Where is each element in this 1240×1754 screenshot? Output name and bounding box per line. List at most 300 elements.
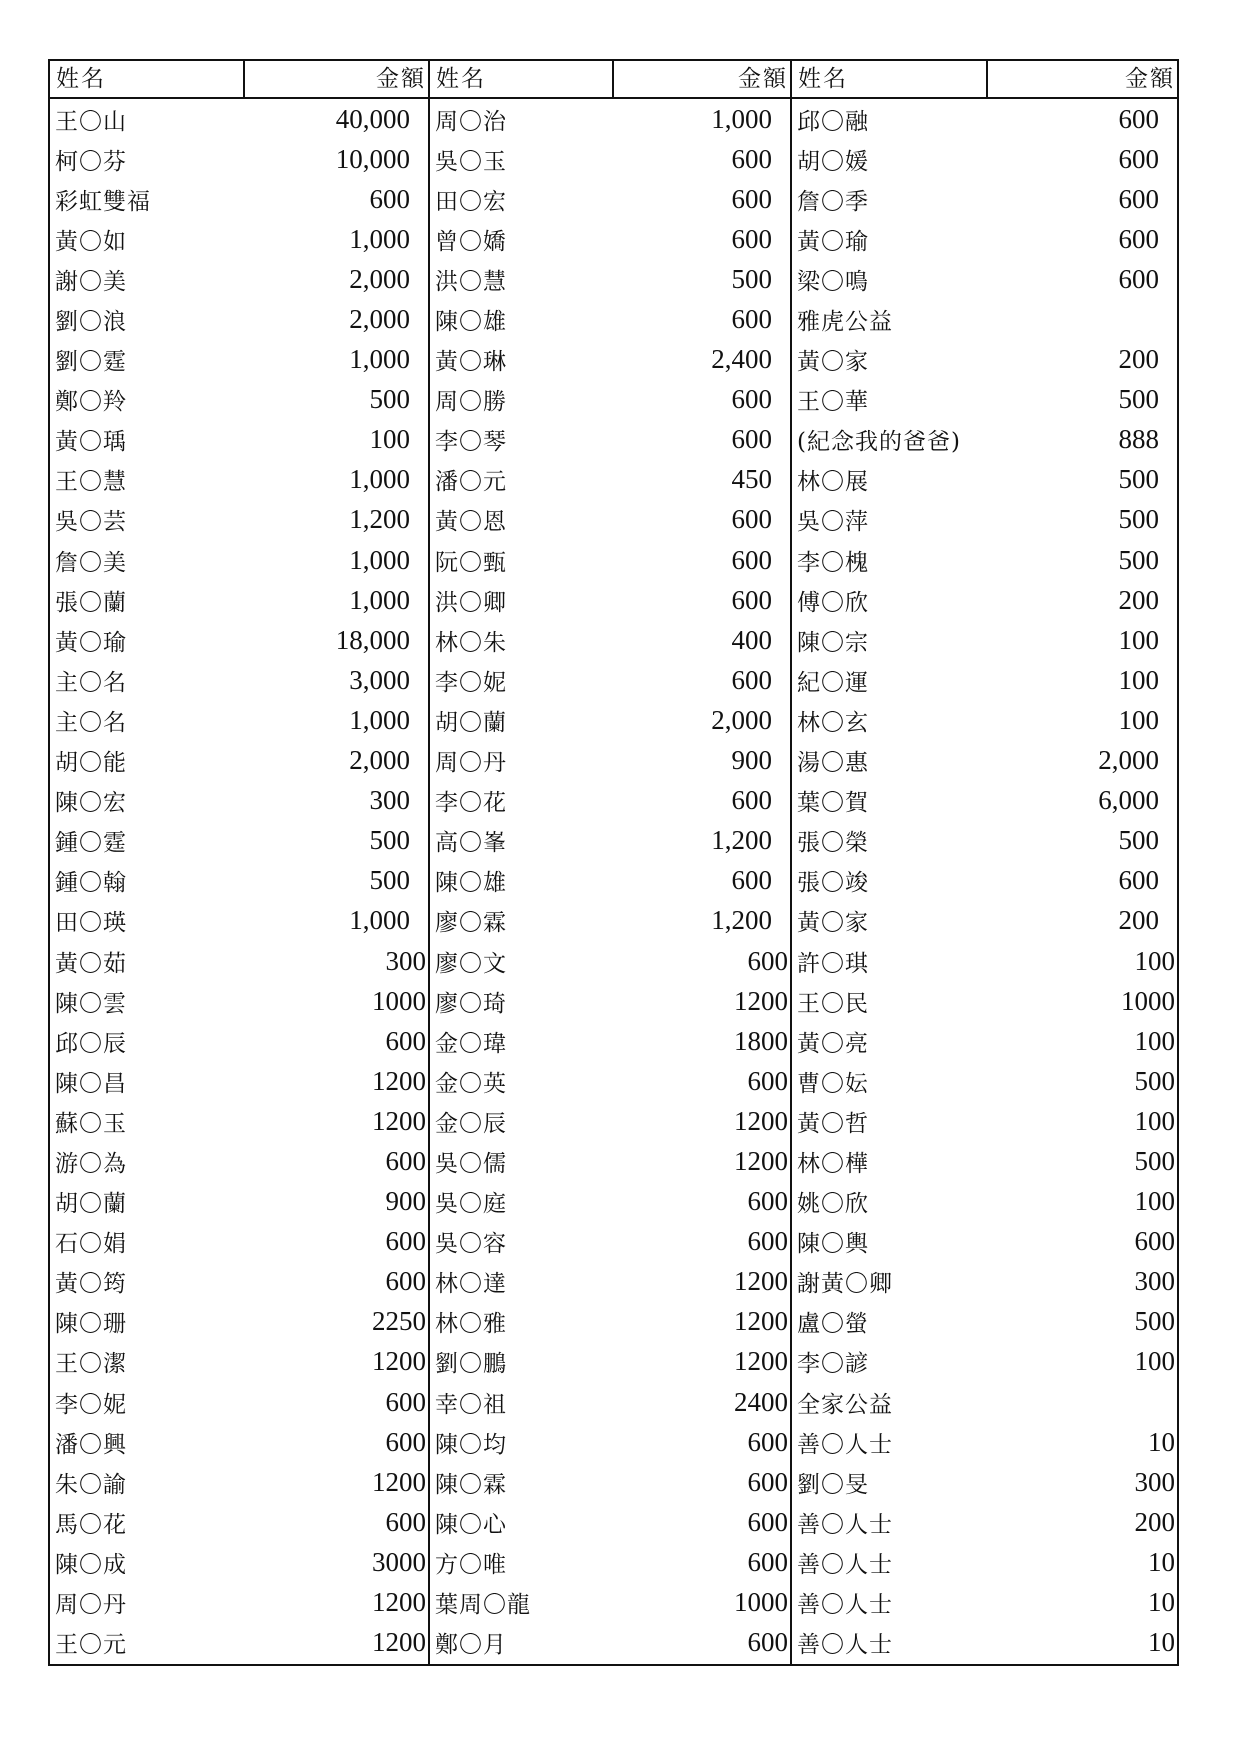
table-row [430, 1582, 790, 1622]
donor-name: 周〇丹 [55, 1592, 127, 1619]
donation-amount: 100 [1134, 1025, 1175, 1056]
table-row [50, 1182, 428, 1222]
table-row [430, 219, 790, 259]
donor-name: 邱〇辰 [55, 1030, 127, 1057]
table-row [50, 1262, 428, 1302]
donation-amount: 500 [369, 825, 410, 856]
rows-group-3 [792, 99, 1177, 1663]
donor-name: 廖〇琦 [435, 990, 507, 1017]
table-row [792, 1342, 1177, 1382]
table-row [50, 1382, 428, 1422]
donation-amount: 3000 [372, 1546, 426, 1577]
donor-name: 李〇槐 [797, 549, 869, 576]
donation-amount: 600 [731, 424, 772, 455]
donation-amount: 1,200 [711, 825, 772, 856]
donor-name: 蘇〇玉 [55, 1110, 127, 1137]
donor-name: 劉〇旻 [797, 1471, 869, 1498]
donor-name: 主〇名 [55, 709, 127, 736]
table-row [430, 821, 790, 861]
table-row [430, 420, 790, 460]
table-row [430, 700, 790, 740]
table-row [430, 741, 790, 781]
donation-amount: 200 [1118, 344, 1159, 375]
donor-name: 林〇雅 [435, 1311, 507, 1338]
donor-name: 陳〇輿 [797, 1231, 869, 1258]
donor-name: 善〇人士 [797, 1551, 893, 1578]
donor-name: 鍾〇翰 [55, 870, 127, 897]
donation-amount: 888 [1118, 424, 1159, 455]
donation-amount: 600 [731, 304, 772, 335]
donor-name: 柯〇芬 [55, 148, 127, 175]
donation-amount: 1,200 [711, 905, 772, 936]
donation-amount: 600 [385, 1506, 426, 1537]
donor-name: 王〇華 [797, 389, 869, 416]
donation-amount: 2400 [734, 1386, 788, 1417]
table-row [430, 1422, 790, 1462]
donor-name: 周〇勝 [435, 389, 507, 416]
donor-name: 黃〇瑀 [55, 429, 127, 456]
table-row [792, 380, 1177, 420]
donation-amount: 500 [1118, 504, 1159, 535]
donor-name: 王〇民 [797, 990, 869, 1017]
donor-name: 游〇為 [55, 1150, 127, 1177]
donation-amount: 600 [747, 1627, 788, 1658]
donation-amount: 600 [1118, 143, 1159, 174]
donation-amount: 600 [747, 1186, 788, 1217]
table-row [430, 901, 790, 941]
donation-amount: 500 [1134, 1065, 1175, 1096]
table-row [792, 259, 1177, 299]
donation-amount: 1200 [372, 1105, 426, 1136]
table-row [792, 340, 1177, 380]
table-row [792, 1222, 1177, 1262]
table-row [792, 1021, 1177, 1061]
donation-amount: 500 [369, 865, 410, 896]
donor-name: 邱〇融 [797, 108, 869, 135]
table-row [430, 139, 790, 179]
table-row [430, 580, 790, 620]
table-row [792, 741, 1177, 781]
table-row [50, 1222, 428, 1262]
donor-name: 洪〇卿 [435, 589, 507, 616]
donation-amount: 600 [385, 1426, 426, 1457]
donation-amount: 500 [731, 263, 772, 294]
table-row [430, 1141, 790, 1181]
donation-amount: 400 [731, 624, 772, 655]
donor-name: 胡〇媛 [797, 148, 869, 175]
donor-name: 鍾〇霆 [55, 830, 127, 857]
donation-table [48, 59, 1179, 1666]
donor-name: 謝黃〇卿 [797, 1271, 893, 1298]
table-row [50, 259, 428, 299]
table-row [792, 99, 1177, 139]
donor-name: 李〇花 [435, 790, 507, 817]
donation-amount: 600 [747, 1065, 788, 1096]
column-group-3 [792, 61, 1177, 1664]
donation-amount: 500 [1118, 544, 1159, 575]
table-row [50, 139, 428, 179]
donor-name: 詹〇美 [55, 549, 127, 576]
table-row [792, 580, 1177, 620]
table-row [50, 941, 428, 981]
table-row [792, 1582, 1177, 1622]
table-row [792, 1141, 1177, 1181]
table-row [792, 1302, 1177, 1342]
table-row [50, 420, 428, 460]
table-row [430, 380, 790, 420]
donor-name: 梁〇鳴 [797, 268, 869, 295]
donor-name: 胡〇蘭 [55, 1191, 127, 1218]
donation-amount: 600 [1118, 223, 1159, 254]
donation-amount: 1200 [734, 1105, 788, 1136]
table-row [50, 861, 428, 901]
donor-name: 林〇樺 [797, 1150, 869, 1177]
table-row [430, 340, 790, 380]
donor-name: 金〇辰 [435, 1110, 507, 1137]
donor-name: 周〇丹 [435, 750, 507, 777]
donor-name: 阮〇甄 [435, 549, 507, 576]
donor-name: 黃〇亮 [797, 1030, 869, 1057]
donation-amount: 600 [731, 384, 772, 415]
table-row [50, 179, 428, 219]
donation-amount: 1,200 [349, 504, 410, 535]
donor-name: 李〇諺 [797, 1351, 869, 1378]
header-name: 姓名 [792, 61, 988, 97]
donor-name: 善〇人士 [797, 1511, 893, 1538]
donor-name: 陳〇宏 [55, 790, 127, 817]
donor-name: 張〇蘭 [55, 589, 127, 616]
donation-amount: 300 [369, 785, 410, 816]
donor-name: 廖〇文 [435, 950, 507, 977]
donor-name: 黃〇如 [55, 228, 127, 255]
donor-name: 黃〇家 [797, 910, 869, 937]
donor-name: 曾〇嬌 [435, 228, 507, 255]
donation-amount: 18,000 [335, 624, 410, 655]
donor-name: 吳〇儒 [435, 1150, 507, 1177]
table-row [430, 1302, 790, 1342]
donation-amount: 1200 [372, 1466, 426, 1497]
table-row [430, 1262, 790, 1302]
donation-amount: 500 [1134, 1306, 1175, 1337]
table-row [50, 380, 428, 420]
table-row [430, 1623, 790, 1663]
table-row [50, 99, 428, 139]
table-row [430, 460, 790, 500]
donor-name: 胡〇蘭 [435, 709, 507, 736]
donor-name: 林〇玄 [797, 709, 869, 736]
donation-amount: 600 [369, 183, 410, 214]
table-row [792, 420, 1177, 460]
donation-amount: 300 [385, 945, 426, 976]
table-row [430, 1342, 790, 1382]
donation-amount: 1,000 [349, 544, 410, 575]
donation-amount: 600 [731, 143, 772, 174]
donation-amount: 40,000 [335, 103, 410, 134]
table-row [50, 460, 428, 500]
donor-name: 潘〇興 [55, 1431, 127, 1458]
donor-name: 傅〇欣 [797, 589, 869, 616]
donation-amount: 600 [731, 584, 772, 615]
donor-name: 王〇慧 [55, 469, 127, 496]
table-row [50, 620, 428, 660]
donor-name: 高〇峯 [435, 830, 507, 857]
donor-name: 陳〇昌 [55, 1070, 127, 1097]
donor-name: 李〇妮 [55, 1391, 127, 1418]
table-row [430, 540, 790, 580]
donor-name: 田〇瑛 [55, 910, 127, 937]
table-row [50, 219, 428, 259]
donor-name: 林〇朱 [435, 629, 507, 656]
table-row [792, 1462, 1177, 1502]
table-row [430, 660, 790, 700]
table-row [50, 660, 428, 700]
donation-amount: 1200 [734, 1346, 788, 1377]
donation-amount: 600 [385, 1386, 426, 1417]
donation-amount: 100 [1118, 664, 1159, 695]
table-row [430, 299, 790, 339]
donation-amount: 6,000 [1098, 785, 1159, 816]
donor-name: 謝〇美 [55, 268, 127, 295]
table-row [430, 1061, 790, 1101]
donor-name: 詹〇季 [797, 188, 869, 215]
donation-amount: 1,000 [349, 223, 410, 254]
donation-amount: 200 [1118, 584, 1159, 615]
donation-amount: 600 [747, 1466, 788, 1497]
table-row [430, 179, 790, 219]
donation-amount: 600 [731, 785, 772, 816]
table-row [50, 540, 428, 580]
donation-amount: 900 [731, 745, 772, 776]
donation-amount: 10 [1148, 1627, 1175, 1658]
donation-amount: 500 [1118, 464, 1159, 495]
donor-name: 王〇潔 [55, 1351, 127, 1378]
donor-name: 王〇山 [55, 108, 127, 135]
donation-amount: 200 [1118, 905, 1159, 936]
table-row [430, 1182, 790, 1222]
donor-name: 盧〇螢 [797, 1311, 869, 1338]
donor-name: 陳〇均 [435, 1431, 507, 1458]
donation-amount: 600 [731, 223, 772, 254]
donation-amount: 100 [1134, 945, 1175, 976]
table-row [430, 99, 790, 139]
table-row [430, 941, 790, 981]
table-row [792, 460, 1177, 500]
donor-name: (紀念我的爸爸) [797, 429, 961, 456]
table-row [50, 1061, 428, 1101]
donation-amount: 600 [385, 1266, 426, 1297]
donation-amount: 450 [731, 464, 772, 495]
donor-name: 陳〇雲 [55, 990, 127, 1017]
donor-name: 黃〇琳 [435, 349, 507, 376]
donation-amount: 1200 [734, 1266, 788, 1297]
donor-name: 黃〇茹 [55, 950, 127, 977]
donation-amount: 2,000 [349, 745, 410, 776]
donation-amount: 1,000 [711, 103, 772, 134]
table-row [792, 1262, 1177, 1302]
table-row [50, 901, 428, 941]
table-row [792, 219, 1177, 259]
header-amount: 金額 [1125, 66, 1175, 92]
donor-name: 陳〇雄 [435, 309, 507, 336]
donation-amount: 100 [1134, 1105, 1175, 1136]
table-row [792, 1061, 1177, 1101]
table-row [50, 1302, 428, 1342]
table-row [50, 741, 428, 781]
table-row [430, 1382, 790, 1422]
table-row [792, 981, 1177, 1021]
table-row [430, 1101, 790, 1141]
donation-amount: 200 [1134, 1506, 1175, 1537]
donor-name: 彩虹雙福 [55, 188, 151, 215]
donation-amount: 1200 [734, 1306, 788, 1337]
donor-name: 林〇達 [435, 1271, 507, 1298]
donor-name: 幸〇祖 [435, 1391, 507, 1418]
table-row [792, 700, 1177, 740]
donation-amount: 1,000 [349, 584, 410, 615]
donor-name: 李〇琴 [435, 429, 507, 456]
donation-amount: 600 [731, 504, 772, 535]
donation-amount: 2,000 [1098, 745, 1159, 776]
donor-name: 吳〇芸 [55, 509, 127, 536]
table-row [430, 781, 790, 821]
donation-amount: 600 [747, 1426, 788, 1457]
table-row [50, 700, 428, 740]
donor-name: 張〇榮 [797, 830, 869, 857]
donor-name: 曹〇妘 [797, 1070, 869, 1097]
table-row [50, 981, 428, 1021]
donor-name: 陳〇珊 [55, 1311, 127, 1338]
donor-name: 田〇宏 [435, 188, 507, 215]
donation-amount: 1200 [734, 1145, 788, 1176]
table-row [792, 540, 1177, 580]
table-row [792, 179, 1177, 219]
donation-amount: 10 [1148, 1587, 1175, 1618]
donor-name: 吳〇玉 [435, 148, 507, 175]
donation-amount: 300 [1134, 1266, 1175, 1297]
rows-group-1 [50, 99, 428, 1663]
donation-amount: 900 [385, 1186, 426, 1217]
table-row [792, 1382, 1177, 1422]
donor-name: 黃〇筠 [55, 1271, 127, 1298]
table-row [792, 299, 1177, 339]
donation-amount: 500 [369, 384, 410, 415]
donation-amount: 1,000 [349, 905, 410, 936]
donor-name: 主〇名 [55, 669, 127, 696]
donation-amount: 2,400 [711, 344, 772, 375]
table-row [430, 620, 790, 660]
header-row [430, 61, 790, 99]
donation-amount: 3,000 [349, 664, 410, 695]
donor-name: 姚〇欣 [797, 1191, 869, 1218]
table-row [50, 1582, 428, 1622]
table-row [50, 340, 428, 380]
table-row [792, 139, 1177, 179]
table-row [792, 1623, 1177, 1663]
donation-amount: 600 [731, 664, 772, 695]
donation-amount: 600 [747, 1546, 788, 1577]
donation-amount: 2250 [372, 1306, 426, 1337]
donor-name: 陳〇宗 [797, 629, 869, 656]
table-row [50, 580, 428, 620]
donor-name: 劉〇霆 [55, 349, 127, 376]
donation-amount: 600 [1118, 103, 1159, 134]
donation-amount: 600 [747, 1506, 788, 1537]
table-row [792, 1502, 1177, 1542]
donation-amount: 500 [1118, 384, 1159, 415]
donor-name: 王〇元 [55, 1632, 127, 1659]
table-row [792, 1182, 1177, 1222]
table-row [792, 1542, 1177, 1582]
donation-amount: 10,000 [335, 143, 410, 174]
donor-name: 吳〇庭 [435, 1191, 507, 1218]
donor-name: 許〇琪 [797, 950, 869, 977]
donation-amount: 1200 [372, 1587, 426, 1618]
donation-amount: 600 [731, 865, 772, 896]
donor-name: 雅虎公益 [797, 309, 893, 336]
donor-name: 黃〇家 [797, 349, 869, 376]
donor-name: 黃〇瑜 [55, 629, 127, 656]
donor-name: 黃〇瑜 [797, 228, 869, 255]
donation-amount: 1200 [372, 1065, 426, 1096]
table-row [50, 1623, 428, 1663]
donation-amount: 10 [1148, 1546, 1175, 1577]
donation-amount: 100 [1118, 624, 1159, 655]
table-row [50, 1462, 428, 1502]
donation-amount: 2,000 [711, 704, 772, 735]
header-name: 姓名 [50, 61, 245, 97]
header-row [792, 61, 1177, 99]
donor-name: 陳〇成 [55, 1551, 127, 1578]
table-row [50, 1422, 428, 1462]
table-row [430, 1462, 790, 1502]
donation-amount: 600 [747, 1226, 788, 1257]
table-row [792, 861, 1177, 901]
table-row [50, 500, 428, 540]
donation-amount: 600 [1118, 263, 1159, 294]
table-row [792, 941, 1177, 981]
donation-amount: 1,000 [349, 704, 410, 735]
donor-name: 紀〇運 [797, 669, 869, 696]
donor-name: 陳〇霖 [435, 1471, 507, 1498]
table-row [792, 500, 1177, 540]
donor-name: 李〇妮 [435, 669, 507, 696]
table-row [792, 901, 1177, 941]
header-row [50, 61, 428, 99]
donor-name: 陳〇心 [435, 1511, 507, 1538]
donation-amount: 100 [1118, 704, 1159, 735]
donor-name: 全家公益 [797, 1391, 893, 1418]
donation-amount: 1200 [372, 1627, 426, 1658]
donation-amount: 1000 [372, 985, 426, 1016]
donor-name: 善〇人士 [797, 1632, 893, 1659]
donor-name: 方〇唯 [435, 1551, 507, 1578]
table-row [430, 1502, 790, 1542]
donor-name: 葉〇賀 [797, 790, 869, 817]
header-amount: 金額 [738, 66, 788, 92]
donor-name: 廖〇霖 [435, 910, 507, 937]
donation-amount: 600 [731, 544, 772, 575]
donation-amount: 600 [731, 183, 772, 214]
table-row [792, 821, 1177, 861]
table-row [50, 1342, 428, 1382]
donor-name: 劉〇鵬 [435, 1351, 507, 1378]
donor-name: 黃〇哲 [797, 1110, 869, 1137]
donor-name: 金〇瑋 [435, 1030, 507, 1057]
donation-amount: 1,000 [349, 344, 410, 375]
donor-name: 善〇人士 [797, 1431, 893, 1458]
donor-name: 陳〇雄 [435, 870, 507, 897]
table-row [430, 500, 790, 540]
